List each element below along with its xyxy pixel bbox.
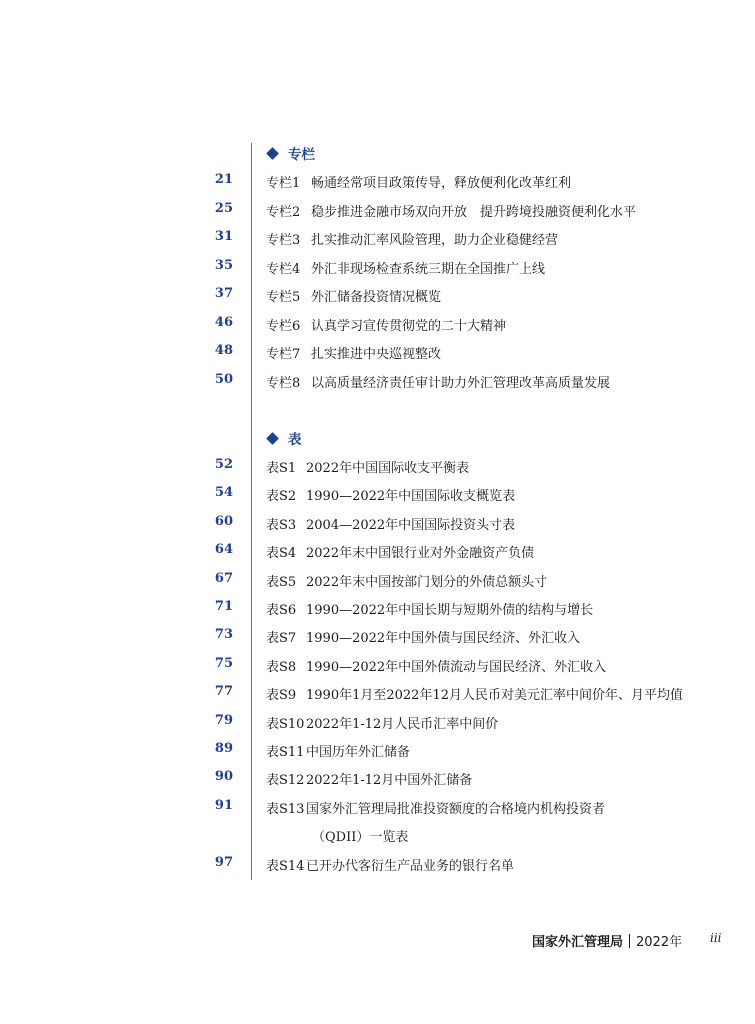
entry-page-number: 31 bbox=[214, 229, 233, 244]
entry-title: 1990年1月至2022年12月人民币对美元汇率中间价年、月平均值 bbox=[306, 688, 683, 704]
column-entry[interactable] bbox=[0, 227, 755, 247]
table-entry[interactable] bbox=[0, 796, 755, 816]
table-entry[interactable] bbox=[0, 483, 755, 503]
entry-title: 扎实推动汇率风险管理，助力企业稳健经营 bbox=[311, 233, 559, 248]
entry-page-number: 46 bbox=[214, 314, 233, 330]
entry-page-number: 35 bbox=[214, 257, 233, 273]
entry-label: 表S12 bbox=[266, 773, 305, 789]
table-entry[interactable] bbox=[0, 711, 755, 731]
table-entry[interactable] bbox=[0, 569, 755, 589]
entry-title: 扎实推进中央巡视整改 bbox=[311, 347, 442, 362]
entry-page-number: 77 bbox=[214, 684, 233, 700]
entry-page-number: 67 bbox=[214, 570, 233, 586]
diamond-bullet-icon bbox=[266, 432, 279, 445]
entry-page-number: 54 bbox=[214, 485, 233, 501]
table-entry[interactable] bbox=[0, 455, 755, 475]
entry-title: 已开办代客衍生产品业务的银行名单 bbox=[306, 858, 515, 874]
entry-title: 2022年1-12月中国外汇储备 bbox=[306, 773, 473, 789]
footer-org: 国家外汇管理局 bbox=[532, 935, 624, 950]
entry-label: 专栏6 bbox=[266, 318, 301, 334]
entry-label: 专栏2 bbox=[266, 204, 301, 220]
column-entry[interactable] bbox=[0, 341, 755, 361]
table-entry[interactable] bbox=[0, 654, 755, 674]
entry-label: 表S13 bbox=[266, 801, 305, 817]
entry-page-number: 89 bbox=[214, 741, 233, 756]
table-entry[interactable] bbox=[0, 682, 755, 702]
entry-page-number: 79 bbox=[214, 712, 233, 728]
column-entry[interactable] bbox=[0, 199, 755, 219]
entry-title: 1990—2022年中国长期与短期外债的结构与增长 bbox=[306, 603, 594, 618]
column-entry[interactable] bbox=[0, 313, 755, 333]
entry-label: 表S7 bbox=[266, 631, 297, 647]
entry-title: 1990—2022年中国国际收支概览表 bbox=[306, 489, 516, 505]
column-entry[interactable] bbox=[0, 256, 755, 276]
table-entry[interactable] bbox=[0, 540, 755, 560]
entry-page-number: 25 bbox=[214, 200, 233, 216]
entry-title: 以高质量经济责任审计助力外汇管理改革高质量发展 bbox=[311, 375, 611, 391]
entry-page-number: 21 bbox=[214, 172, 233, 187]
entry-title: 稳步推进金融市场双向开放 提升跨境投融资便利化水平 bbox=[311, 204, 637, 220]
entry-title: 1990—2022年中国外债与国民经济、外汇收入 bbox=[306, 631, 581, 647]
entry-title: 外汇非现场检查系统三期在全国推广上线 bbox=[311, 261, 546, 277]
entry-label: 表S9 bbox=[266, 688, 297, 704]
section-heading-columns-text: 专栏 bbox=[288, 147, 315, 163]
entry-title: 中国历年外汇储备 bbox=[306, 745, 411, 760]
entry-title: 2022年末中国银行业对外金融资产负债 bbox=[306, 546, 535, 562]
table-entry[interactable] bbox=[0, 512, 755, 532]
entry-title: 外汇储备投资情况概览 bbox=[311, 290, 442, 305]
diamond-bullet-icon bbox=[266, 147, 279, 160]
entry-title: 认真学习宣传贯彻党的二十大精神 bbox=[311, 318, 507, 334]
entry-title: 2022年中国国际收支平衡表 bbox=[306, 461, 470, 476]
entry-label: 专栏7 bbox=[266, 347, 301, 362]
entry-page-number: 64 bbox=[214, 542, 233, 558]
entry-title: 畅通经常项目政策传导，释放便利化改革红利 bbox=[311, 176, 572, 191]
footer bbox=[532, 931, 682, 950]
entry-label: 表S11 bbox=[266, 745, 305, 760]
entry-title: 2004—2022年中国国际投资头寸表 bbox=[306, 517, 516, 533]
entry-page-number: 97 bbox=[214, 854, 233, 870]
entry-page-number: 73 bbox=[214, 627, 233, 643]
section-heading-tables-text: 表 bbox=[288, 432, 302, 448]
footer-year: 2022年 bbox=[636, 935, 683, 950]
entry-page-number: 91 bbox=[214, 797, 233, 813]
column-entry[interactable] bbox=[0, 370, 755, 390]
entry-page-number: 90 bbox=[214, 769, 233, 785]
table-entry[interactable] bbox=[0, 853, 755, 873]
section-heading-columns bbox=[266, 143, 315, 163]
table-entry[interactable] bbox=[0, 625, 755, 645]
entry-title: 2022年1-12月人民币汇率中间价 bbox=[306, 716, 499, 732]
table-entry[interactable] bbox=[0, 767, 755, 787]
entry-page-number: 48 bbox=[214, 343, 233, 358]
entry-page-number: 52 bbox=[214, 457, 233, 472]
entry-label: 专栏5 bbox=[266, 290, 301, 305]
entry-title: 国家外汇管理局批准投资额度的合格境内机构投资者 bbox=[306, 801, 606, 817]
entry-page-number: 60 bbox=[214, 513, 233, 529]
entry-label: 表S2 bbox=[266, 489, 297, 505]
page-number: iii bbox=[710, 931, 722, 945]
column-entry[interactable] bbox=[0, 284, 755, 304]
table-entry-continuation bbox=[0, 824, 755, 844]
entry-title: 1990—2022年中国外债流动与国民经济、外汇收入 bbox=[306, 659, 607, 675]
column-entry[interactable] bbox=[0, 170, 755, 190]
entry-label: 表S10 bbox=[266, 716, 305, 732]
table-entry[interactable] bbox=[0, 597, 755, 617]
entry-title-continuation: （QDII）一览表 bbox=[312, 830, 409, 846]
entry-label: 表S8 bbox=[266, 659, 297, 675]
entry-label: 表S1 bbox=[266, 461, 297, 476]
table-entry[interactable] bbox=[0, 739, 755, 759]
entry-label: 专栏1 bbox=[266, 176, 301, 191]
entry-label: 专栏8 bbox=[266, 375, 301, 391]
section-heading-tables bbox=[266, 428, 302, 448]
entry-label: 表S5 bbox=[266, 574, 297, 590]
entry-label: 表S4 bbox=[266, 546, 297, 562]
entry-label: 表S14 bbox=[266, 858, 305, 874]
entry-page-number: 37 bbox=[214, 286, 233, 301]
entry-page-number: 75 bbox=[214, 655, 233, 671]
entry-label: 表S3 bbox=[266, 517, 297, 533]
entry-label: 专栏3 bbox=[266, 233, 301, 248]
footer-separator bbox=[629, 934, 630, 948]
entry-title: 2022年末中国按部门划分的外债总额头寸 bbox=[306, 574, 548, 590]
entry-page-number: 71 bbox=[214, 599, 233, 614]
entry-page-number: 50 bbox=[214, 371, 233, 387]
entry-label: 专栏4 bbox=[266, 261, 301, 277]
entry-label: 表S6 bbox=[266, 603, 297, 618]
